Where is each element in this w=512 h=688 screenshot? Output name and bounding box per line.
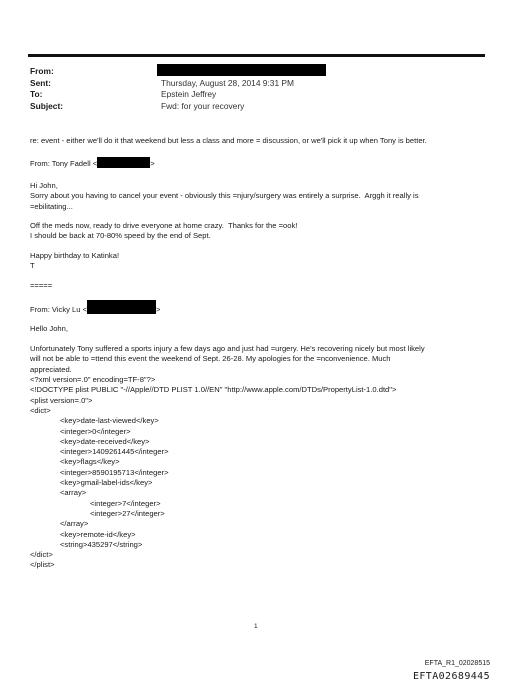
- plist-line: <!DOCTYPE plist PUBLIC "-//Apple//DTD PLIST 1.0//EN" "http://www.apple.com/DTDs/PropertyList-1.0.dtd">: [30, 385, 397, 395]
- from-tony-line: From: Tony Fadell < >: [30, 159, 155, 169]
- plist-line: <key>gmail-label-ids</key>: [60, 478, 153, 488]
- plist-block: [30, 375, 486, 571]
- plist-line: <string>435297</string>: [60, 539, 143, 549]
- plist-line: <integer>8590195713</integer>: [60, 467, 169, 477]
- plist-line: <integer>7</integer>: [90, 498, 161, 508]
- page-number: 1: [254, 623, 258, 630]
- plist-line: <?xml version=.0" encoding=TF-8"?>: [30, 375, 156, 385]
- tony-email-redaction: [97, 157, 150, 168]
- sent-value: Thursday, August 28, 2014 9:31 PM: [161, 77, 294, 88]
- separator: =====: [30, 280, 53, 290]
- bates-number-large: EFTA02689445: [412, 671, 490, 682]
- plist-line: <integer>0</integer>: [60, 426, 131, 436]
- hello-john: Hello John,: [30, 324, 68, 334]
- vicky-line-3: appreciated.: [30, 364, 72, 374]
- vicky-line-2: will not be able to =ttend this event the weekend of Sept. 26-28. My apologies for the =nconvenience. Much: [30, 354, 391, 364]
- plist-line: <integer>27</integer>: [90, 508, 165, 518]
- plist-line: <array>: [60, 488, 87, 498]
- signature-t: T: [30, 261, 35, 271]
- plist-line: <key>flags</key>: [60, 457, 120, 467]
- email-body: [30, 136, 486, 571]
- tony-line-3: Off the meds now, ready to drive everyone at home crazy. Thanks for the =ook!: [30, 221, 298, 231]
- subject-value: Fwd: for your recovery: [161, 100, 245, 111]
- from-label: From:: [30, 66, 54, 76]
- plist-line: <dict>: [30, 405, 51, 415]
- hi-john: Hi John,: [30, 180, 58, 190]
- plist-line: </dict>: [30, 550, 53, 560]
- tony-line-1: Sorry about you having to cancel your event - obviously this =njury/surgery was entirely a surprise. Arggh it really is: [30, 191, 419, 201]
- plist-line: </array>: [60, 519, 89, 529]
- plist-line: </plist>: [30, 560, 55, 570]
- vicky-line-1: Unfortunately Tony suffered a sports injury a few days ago and just had =urgery. He's recovering nicely but most likely: [30, 343, 425, 353]
- plist-line: <key>remote-id</key>: [60, 529, 136, 539]
- plist-line: <integer>1409261445</integer>: [60, 447, 169, 457]
- plist-line: <plist version=.0">: [30, 395, 93, 405]
- vicky-email-redaction: [87, 300, 156, 314]
- reply-line: re: event - either we'll do it that weekend but less a class and more = discussion, or we'll pick it up when Tony is better.: [30, 136, 427, 145]
- sent-label: Sent:: [30, 77, 51, 88]
- plist-line: <key>date-last-viewed</key>: [60, 416, 159, 426]
- to-value: Epstein Jeffrey: [161, 89, 217, 100]
- subject-row: [30, 101, 294, 113]
- tony-line-2: =ebilitating...: [30, 201, 73, 211]
- birthday-line: Happy birthday to Katinka!: [30, 250, 120, 260]
- to-label: To:: [30, 89, 43, 100]
- tony-line-4: I should be back at 70-80% speed by the end of Sept.: [30, 231, 211, 241]
- sent-row: [30, 78, 294, 90]
- header-rule: [28, 54, 485, 57]
- from-redaction: [157, 64, 326, 76]
- from-vicky-line: From: Vicky Lu < >: [30, 300, 486, 315]
- bates-number-small: EFTA_R1_02028515: [424, 660, 490, 667]
- plist-line: <key>date-received</key>: [60, 436, 150, 446]
- subject-label: Subject:: [30, 100, 64, 111]
- to-row: [30, 89, 294, 101]
